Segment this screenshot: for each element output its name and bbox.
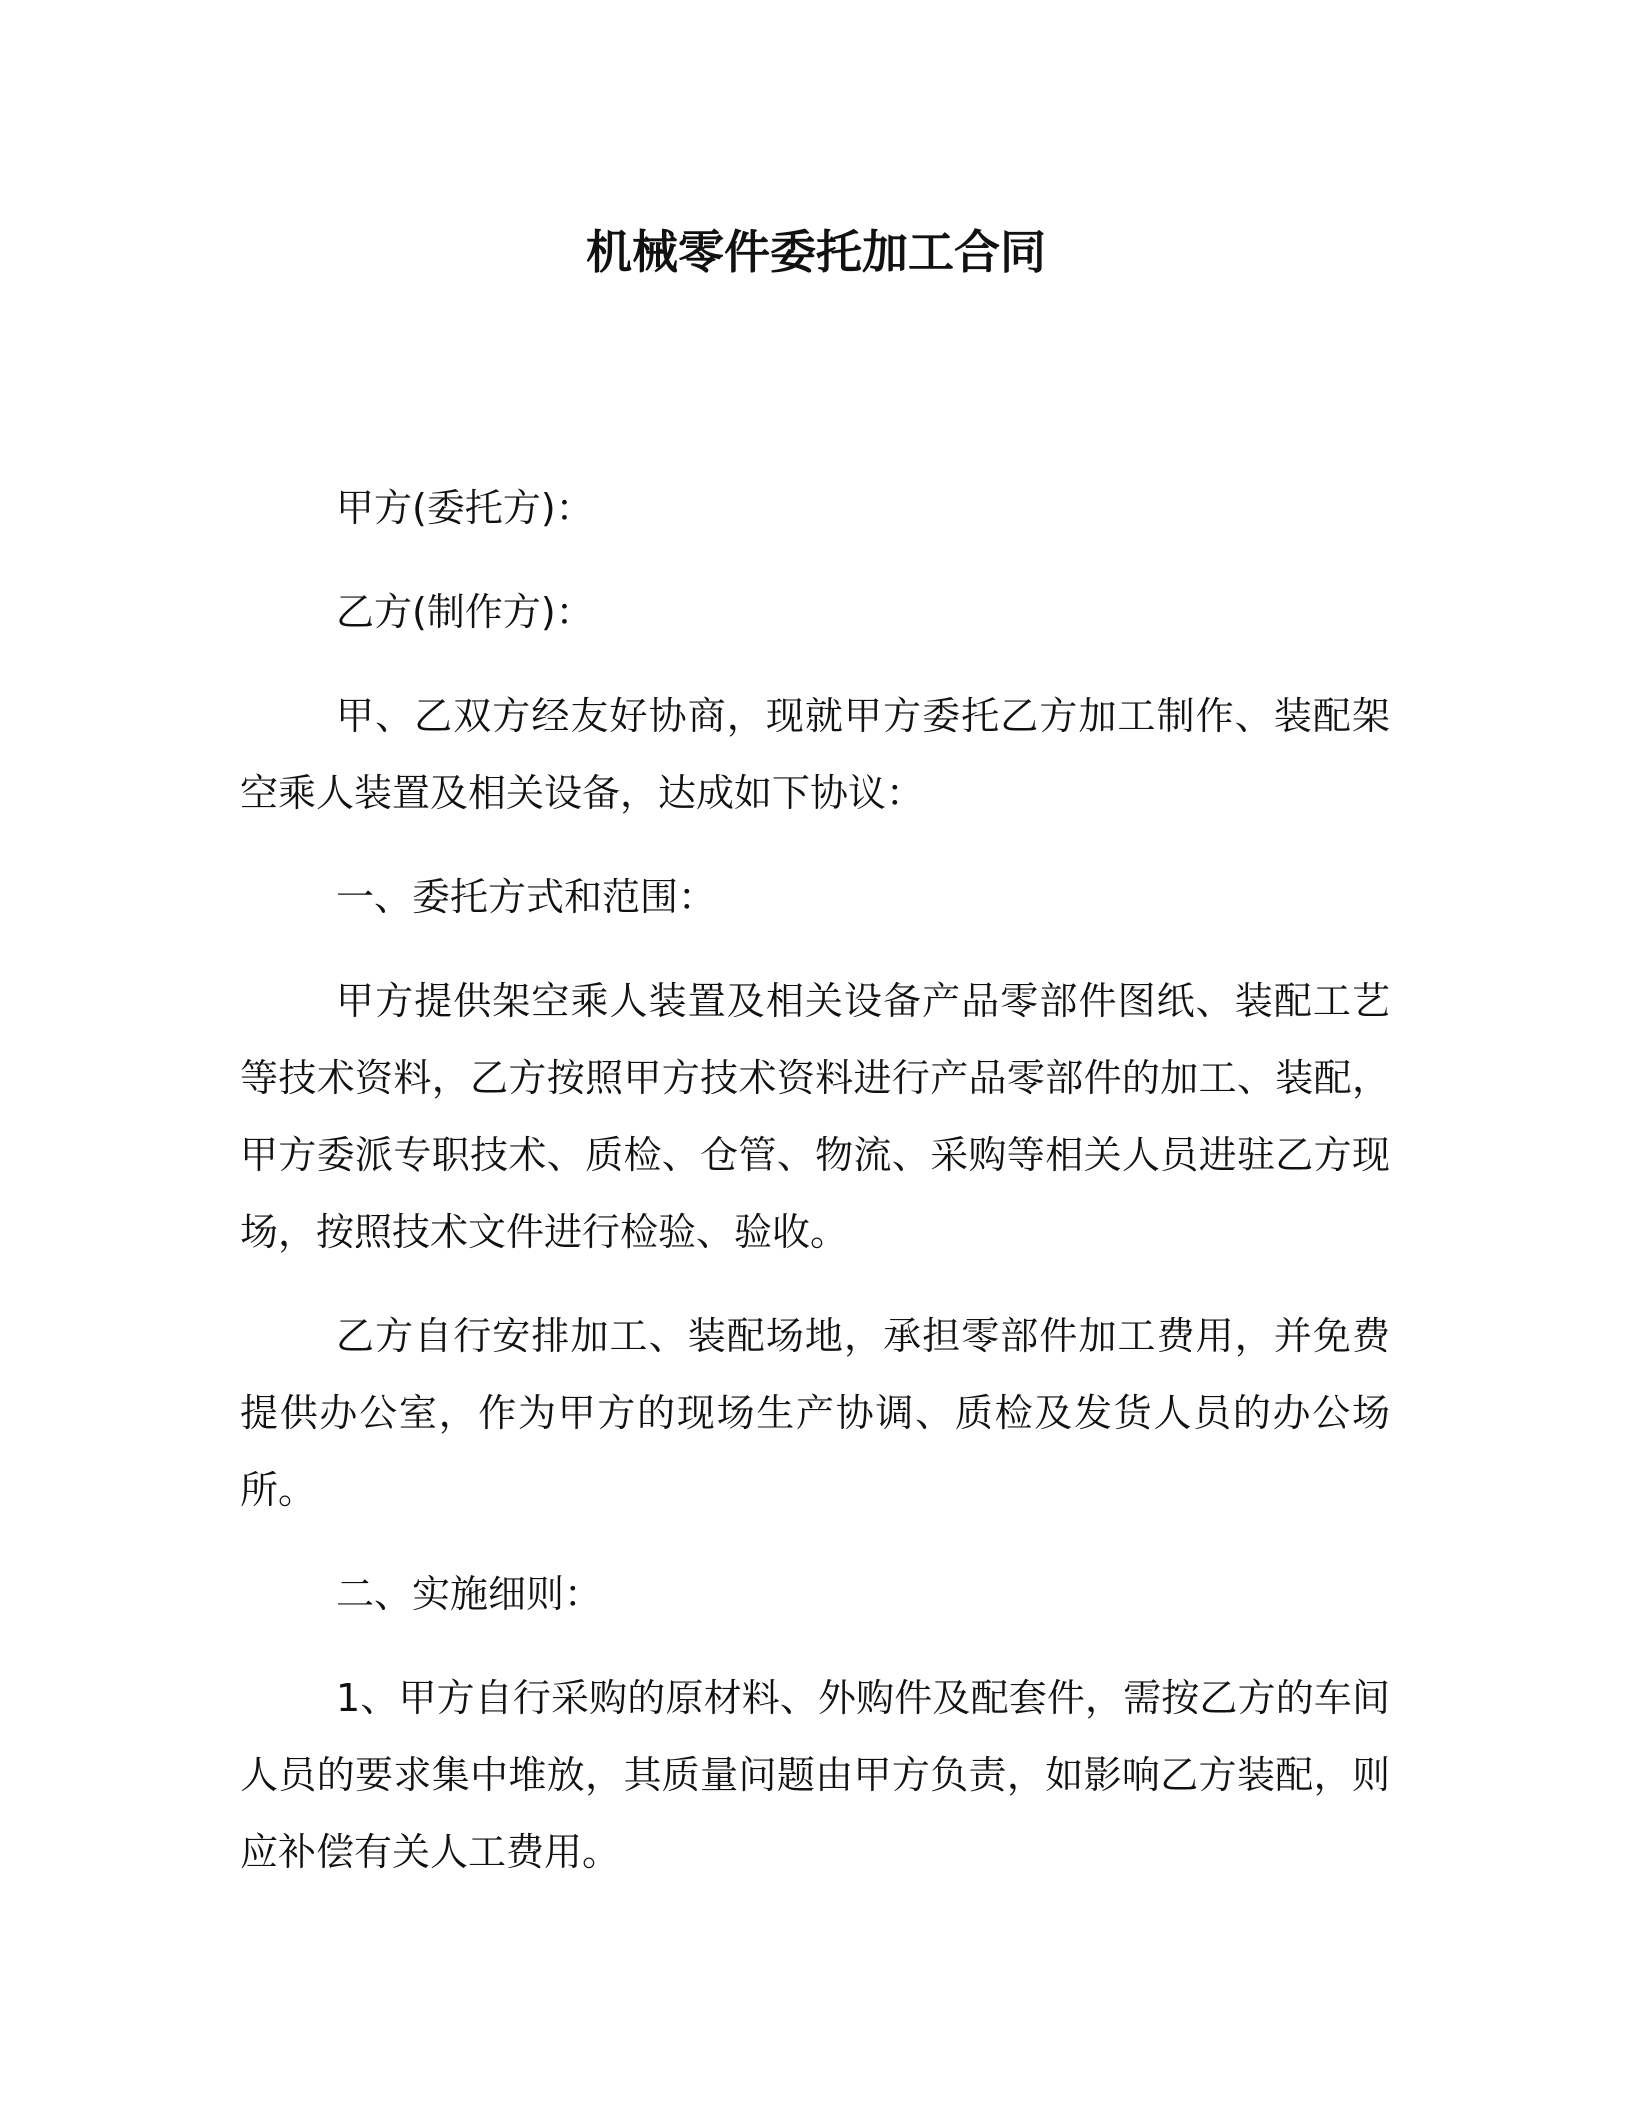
- section-2-item-1: 1、甲方自行采购的原材料、外购件及配套件，需按乙方的车间人员的要求集中堆放，其质量问题由甲方负责，如影响乙方装配，则应补偿有关人工费用。: [240, 1676, 1390, 1874]
- document-title: 机械零件委托加工合同: [586, 225, 1046, 279]
- party-a-line: 甲方(委托方)：: [336, 486, 594, 530]
- section-1-heading: 一、委托方式和范围：: [336, 875, 717, 919]
- section-1-paragraph-1: 甲方提供架空乘人装置及相关设备产品零部件图纸、装配工艺等技术资料，乙方按照甲方技术资料进行产品零部件的加工、装配，甲方委派专职技术、质检、仓管、物流、采购等相关人员进驻乙方现场，按照技术文件进行检验、验收。: [240, 979, 1390, 1254]
- document-body: [240, 470, 1390, 1918]
- party-b-line: 乙方(制作方)：: [336, 590, 594, 634]
- intro-paragraph: 甲、乙双方经友好协商，现就甲方委托乙方加工制作、装配架空乘人装置及相关设备，达成如下协议：: [240, 694, 1390, 815]
- section-2-heading: 二、实施细则：: [336, 1572, 603, 1616]
- section-1-paragraph-2: 乙方自行安排加工、装配场地，承担零部件加工费用，并免费提供办公室，作为甲方的现场生产协调、质检及发货人员的办公场所。: [240, 1314, 1390, 1512]
